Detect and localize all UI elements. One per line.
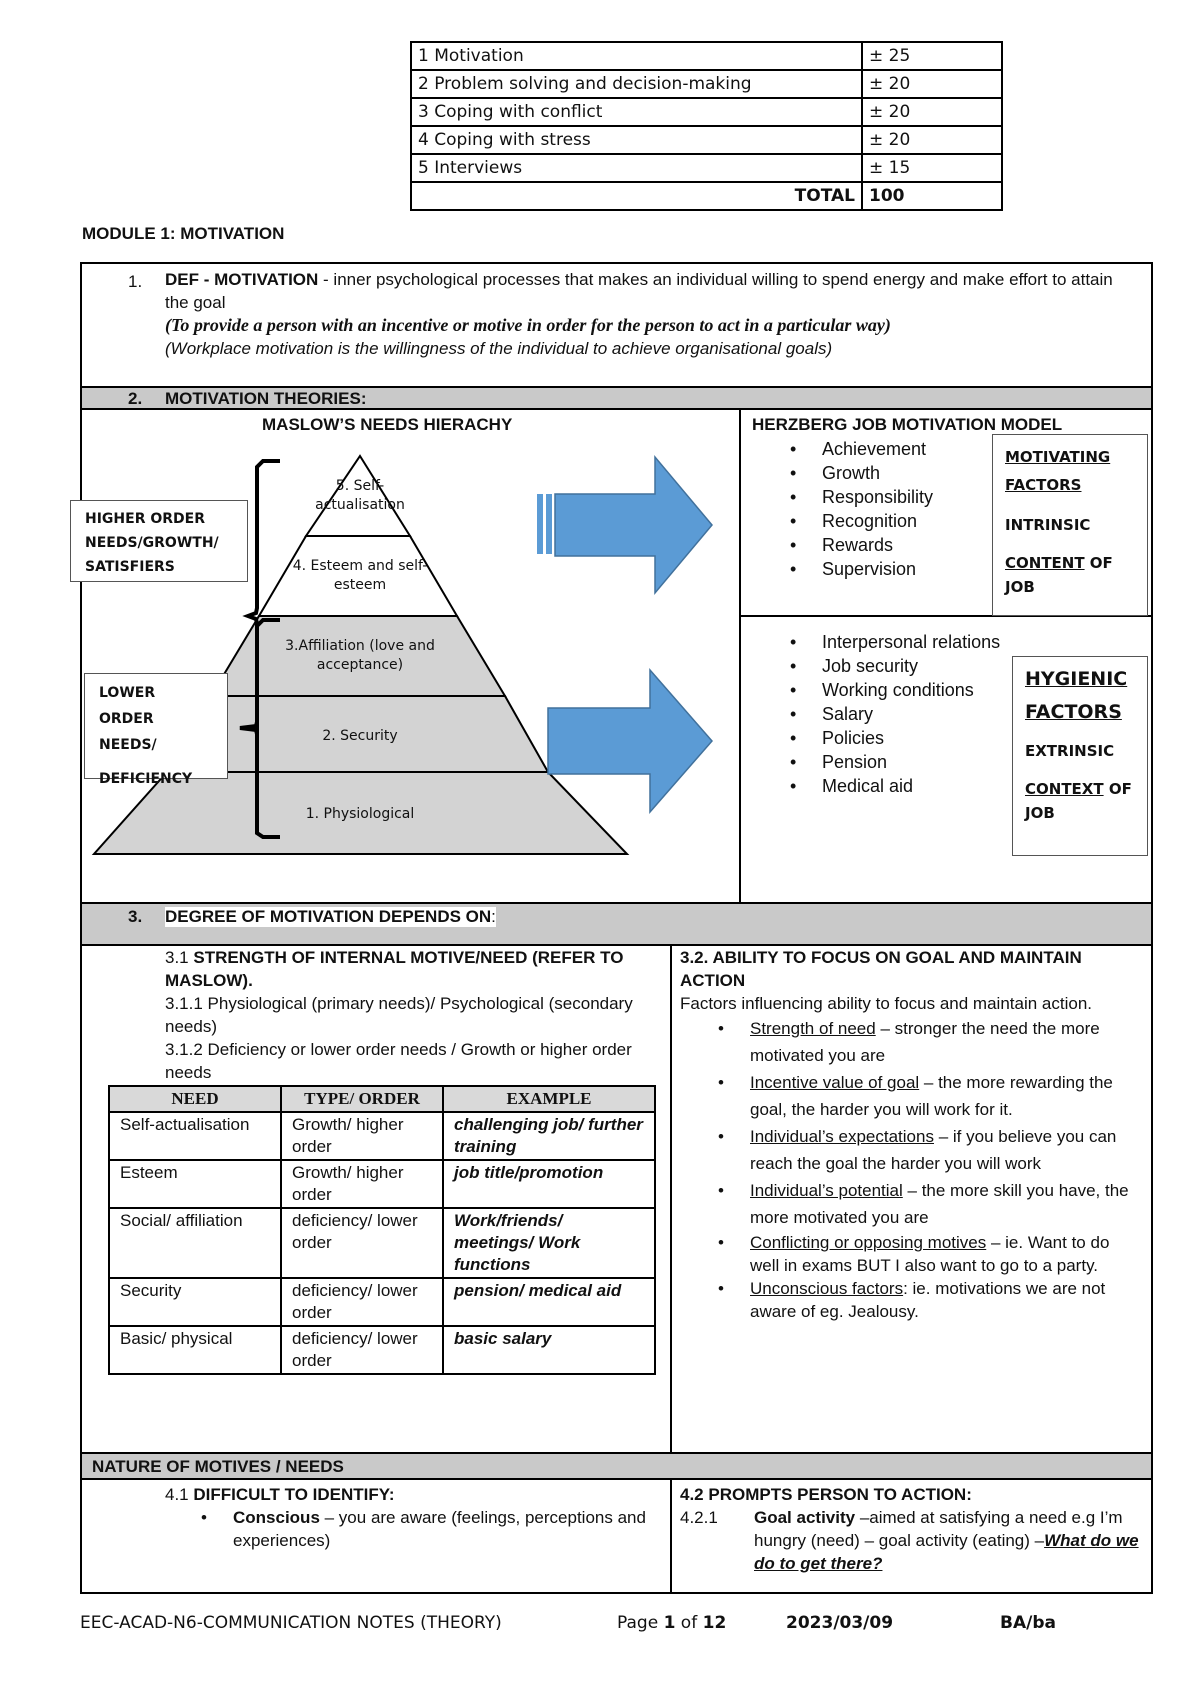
- factor-desc: – ie. Want to do well in exams BUT I also want to go to a party.: [750, 1233, 1110, 1275]
- definition-dash: -: [318, 270, 334, 289]
- s31-heading: STRENGTH OF INTERNAL MOTIVE/NEED (REFER TO MASLOW).: [165, 948, 624, 990]
- level-3-label: 3.Affiliation (love and acceptance): [285, 638, 435, 673]
- s32-number: 3.2.: [680, 948, 713, 967]
- s421-question: What do we do to get there?: [754, 1531, 1139, 1573]
- list-item: • Responsibility: [790, 485, 933, 509]
- footer-page-total: 12: [702, 1613, 727, 1633]
- list-item: • Working conditions: [790, 678, 1000, 702]
- need-cell: Basic/ physical: [109, 1326, 281, 1374]
- example-cell: challenging job/ further training: [443, 1112, 655, 1160]
- needs-table: [108, 1085, 656, 1375]
- topic-cell: 4 Coping with stress: [411, 126, 862, 154]
- list-item: [718, 1177, 1140, 1231]
- footer-page-prefix: Page: [617, 1613, 664, 1633]
- nature-band: [80, 1452, 1153, 1480]
- factor-term: Strength of need: [750, 1019, 876, 1038]
- list-item: [718, 1123, 1140, 1177]
- hygienic-content-word: CONTEXT: [1025, 780, 1104, 798]
- arrow-motivators: [537, 457, 712, 593]
- motivators-list: [790, 437, 933, 581]
- nature-title: NATURE OF MOTIVES / NEEDS: [92, 1457, 344, 1476]
- footer-page: [617, 1613, 726, 1633]
- topic-cell: 1 Motivation: [411, 42, 862, 70]
- list-item: • Policies: [790, 726, 1000, 750]
- col-type-header: TYPE/ ORDER: [281, 1086, 443, 1112]
- hygiene-list: [790, 630, 1000, 798]
- definition-paren-2: (Workplace motivation is the willingness of the individual to achieve organisational goals): [165, 339, 833, 358]
- weight-cell: ± 15: [862, 154, 1002, 182]
- factor-term: Unconscious factors: [750, 1279, 904, 1298]
- list-item: • Interpersonal relations: [790, 630, 1000, 654]
- example-cell: pension/ medical aid: [443, 1278, 655, 1326]
- section-3-1: [165, 946, 655, 1084]
- footer-page-mid: of: [675, 1613, 703, 1633]
- hygienic-title-2: FACTORS: [1025, 701, 1122, 723]
- section-2-number: 2.: [128, 389, 143, 408]
- list-item: [718, 1015, 1140, 1069]
- list-item: [718, 1231, 1140, 1277]
- factor-term: Individual’s potential: [750, 1181, 903, 1200]
- s32-heading: ABILITY TO FOCUS ON GOAL AND MAINTAIN ACTION: [680, 948, 1082, 990]
- type-cell: Growth/ higher order: [281, 1112, 443, 1160]
- example-cell: Work/friends/ meetings/ Work functions: [443, 1208, 655, 1278]
- s31-paragraph-1: 3.1.1 Physiological (primary needs)/ Psychological (secondary needs): [165, 994, 633, 1036]
- hygienic-kind: EXTRINSIC: [1025, 742, 1115, 760]
- factor-desc: – the more skill you have, the more motivated you are: [750, 1181, 1129, 1227]
- list-item: [201, 1506, 660, 1552]
- list-item: • Job security: [790, 654, 1000, 678]
- section-3-title: DEGREE OF MOTIVATION DEPENDS ON: [165, 907, 492, 926]
- level-4-label: 4. Esteem and self-esteem: [292, 558, 428, 593]
- list-item: • Recognition: [790, 509, 933, 533]
- footer-initials: BA/ba: [1000, 1613, 1056, 1633]
- hygienic-title-1: HYGIENIC: [1025, 668, 1128, 690]
- hygienic-content-rest: OF JOB: [1025, 780, 1132, 822]
- table-row: [109, 1326, 655, 1374]
- section-3-title-wrap: [165, 907, 496, 927]
- section-3-number: 3.: [128, 907, 143, 926]
- arrow-hygiene: [548, 670, 712, 812]
- table-row: [411, 98, 1002, 126]
- lower-order-box: [84, 673, 228, 787]
- col-example-header: EXAMPLE: [443, 1086, 655, 1112]
- col-need-header: NEED: [109, 1086, 281, 1112]
- definition-term: DEF - MOTIVATION: [165, 270, 319, 289]
- table-row: [411, 70, 1002, 98]
- s421-term: Goal activity: [754, 1508, 856, 1527]
- motivating-title-2: FACTORS: [1005, 476, 1082, 494]
- factor-term: Conflicting or opposing motives: [750, 1233, 987, 1252]
- factor-desc: – the more rewarding the goal, the harder you will work for it.: [750, 1073, 1113, 1119]
- section-4-1: [165, 1483, 660, 1552]
- need-cell: Esteem: [109, 1160, 281, 1208]
- topic-cell: 5 Interviews: [411, 154, 862, 182]
- total-label: TOTAL: [411, 182, 862, 210]
- factor-term: Incentive value of goal: [750, 1073, 920, 1092]
- footer-course: EEC-ACAD-N6-COMMUNICATION NOTES (THEORY): [80, 1613, 502, 1633]
- motivating-content-rest: OF JOB: [1005, 554, 1113, 596]
- weighting-table: [410, 41, 1003, 211]
- section-4-2: [680, 1483, 1145, 1575]
- list-item: [718, 1069, 1140, 1123]
- level-2-label: 2. Security: [322, 728, 398, 744]
- type-cell: Growth/ higher order: [281, 1160, 443, 1208]
- weight-cell: ± 25: [862, 42, 1002, 70]
- total-row: [411, 182, 1002, 210]
- s41-heading: DIFFICULT TO IDENTIFY:: [193, 1485, 395, 1504]
- level-5-label: 5. Self-actualisation: [315, 478, 405, 513]
- lower-order-line-2: DEFICIENCY: [99, 771, 193, 787]
- factor-desc: : ie. motivations we are not aware of eg. Jealousy.: [750, 1279, 1106, 1321]
- type-cell: deficiency/ lower order: [281, 1326, 443, 1374]
- list-item: • Salary: [790, 702, 1000, 726]
- table-row: [109, 1208, 655, 1278]
- need-cell: Security: [109, 1278, 281, 1326]
- focus-factors-list: [718, 1015, 1140, 1323]
- table-row: [109, 1112, 655, 1160]
- factor-desc: – if you believe you can reach the goal the harder you will work: [750, 1127, 1117, 1173]
- list-item: • Growth: [790, 461, 933, 485]
- section-3-colon: :: [491, 907, 496, 926]
- section-3-band: [80, 902, 1153, 946]
- footer-date: 2023/03/09: [786, 1613, 894, 1633]
- example-cell: basic salary: [443, 1326, 655, 1374]
- table-row: [411, 42, 1002, 70]
- herzberg-title: HERZBERG JOB MOTIVATION MODEL: [752, 415, 1063, 434]
- motivating-kind: INTRINSIC: [1005, 516, 1091, 534]
- module-title: MODULE 1: MOTIVATION: [82, 224, 285, 243]
- need-cell: Social/ affiliation: [109, 1208, 281, 1278]
- footer-page-num: 1: [663, 1613, 676, 1633]
- list-item: [718, 1277, 1140, 1323]
- table-row: [411, 126, 1002, 154]
- nature-divider: [670, 1480, 672, 1594]
- factor-desc: – stronger the need the more motivated you are: [750, 1019, 1100, 1065]
- list-item: • Medical aid: [790, 774, 1000, 798]
- table-header-row: [109, 1086, 655, 1112]
- weight-cell: ± 20: [862, 126, 1002, 154]
- topic-cell: 3 Coping with conflict: [411, 98, 862, 126]
- section-2-title: MOTIVATION THEORIES:: [165, 389, 367, 408]
- table-row: [109, 1278, 655, 1326]
- example-cell: job title/promotion: [443, 1160, 655, 1208]
- definition-text: inner psychological processes that makes an individual willing to spend energy and make effort to attain the goal: [165, 270, 1113, 312]
- maslow-title: MASLOW’S NEEDS HIERACHY: [262, 415, 513, 434]
- section-2-band: [80, 386, 1153, 410]
- type-cell: deficiency/ lower order: [281, 1278, 443, 1326]
- s32-intro: Factors influencing ability to focus and maintain action.: [680, 994, 1093, 1013]
- motivating-content-word: CONTENT: [1005, 554, 1085, 572]
- need-cell: Self-actualisation: [109, 1112, 281, 1160]
- definition-block: [165, 268, 1135, 360]
- degree-divider: [670, 946, 672, 1452]
- section-3-2: [680, 946, 1140, 1323]
- lower-order-line-1: LOWER ORDER NEEDS/: [99, 685, 157, 753]
- s31-number: 3.1: [165, 948, 194, 967]
- list-item: • Rewards: [790, 533, 933, 557]
- s41-list: [201, 1506, 660, 1552]
- s421-desc: –aimed at satisfying a need e.g I’m hungry (need) – goal activity (eating) –: [754, 1508, 1123, 1550]
- total-value: 100: [862, 182, 1002, 210]
- weight-cell: ± 20: [862, 70, 1002, 98]
- list-item: • Supervision: [790, 557, 933, 581]
- s41-desc: – you are aware (feelings, perceptions and experiences): [233, 1508, 646, 1550]
- motivating-title-1: MOTIVATING: [1005, 448, 1111, 466]
- table-row: [411, 154, 1002, 182]
- s42-heading: 4.2 PROMPTS PERSON TO ACTION:: [680, 1485, 972, 1504]
- def-number: 1.: [128, 272, 143, 291]
- list-item: • Achievement: [790, 437, 933, 461]
- s41-term: Conscious: [233, 1508, 320, 1527]
- weight-cell: ± 20: [862, 98, 1002, 126]
- table-row: [109, 1160, 655, 1208]
- s31-paragraph-2: 3.1.2 Deficiency or lower order needs / Growth or higher order needs: [165, 1040, 632, 1082]
- definition-paren-1: (To provide a person with an incentive or motive in order for the person to act in a particular way): [165, 315, 891, 335]
- level-1-label: 1. Physiological: [305, 806, 415, 822]
- s41-number: 4.1: [165, 1485, 194, 1504]
- motivating-factors-box: [992, 434, 1148, 616]
- factor-term: Individual’s expectations: [750, 1127, 934, 1146]
- hygienic-factors-box: [1012, 656, 1148, 856]
- list-item: • Pension: [790, 750, 1000, 774]
- s421-number: 4.2.1: [680, 1508, 718, 1527]
- higher-order-box: HIGHER ORDER NEEDS/GROWTH/ SATISFIERS: [70, 500, 248, 582]
- type-cell: deficiency/ lower order: [281, 1208, 443, 1278]
- topic-cell: 2 Problem solving and decision-making: [411, 70, 862, 98]
